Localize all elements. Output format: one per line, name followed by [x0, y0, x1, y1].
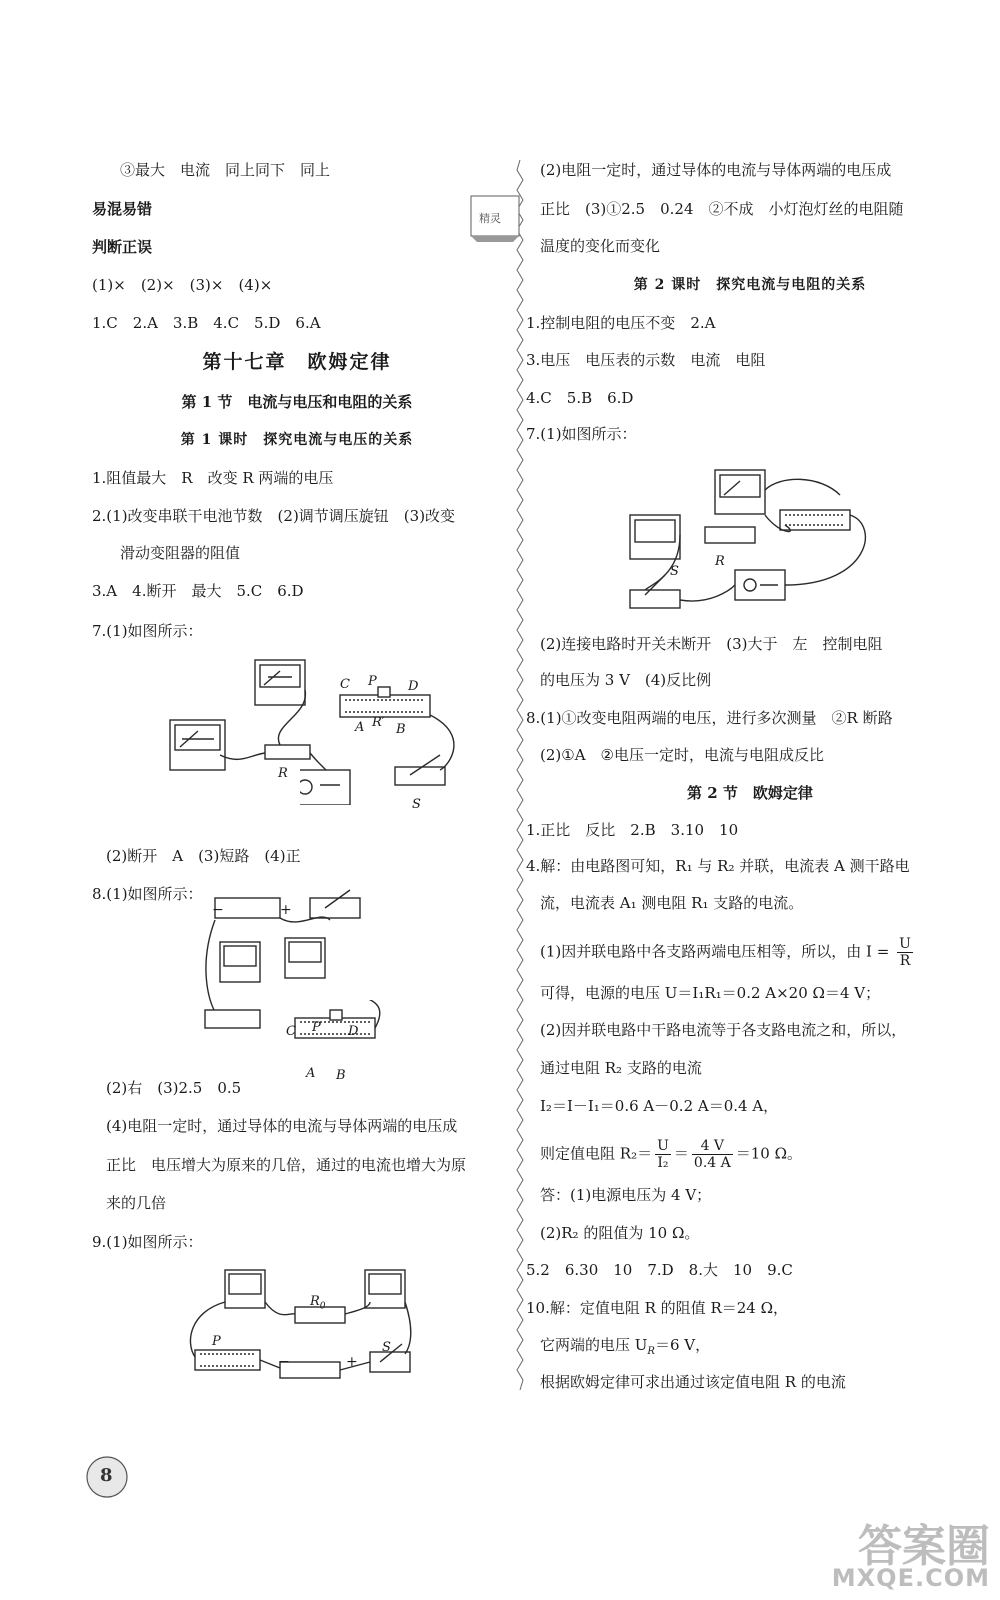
section-title-2: 第 2 节 欧姆定律: [687, 784, 813, 802]
fig1-label-a: A: [355, 720, 365, 735]
fig3-label-p: P: [212, 1334, 221, 1349]
answer-line: 7.(1)如图所示：: [92, 622, 203, 640]
fig2-label-a: A: [306, 1066, 316, 1081]
answer-line: 正比 (3)①2.5 0.24 ②不成 小灯泡灯丝的电阻随: [540, 200, 904, 218]
answer-line: (2)断开 A (3)短路 (4)正: [106, 847, 301, 865]
answer-line: 3.电压 电压表的示数 电流 电阻: [526, 351, 766, 369]
fig2-label-c: C: [286, 1024, 296, 1039]
answer-line: 4.解：由电路图可知，R₁ 与 R₂ 并联，电流表 A 测干路电: [526, 857, 910, 875]
page-number: 8: [100, 1465, 113, 1486]
fig2-label-minus: −: [212, 902, 224, 918]
answer-line: 流，电流表 A₁ 测电阻 R₁ 支路的电流。: [540, 894, 804, 912]
answer-line: (4)电阻一定时，通过导体的电流与导体两端的电压成: [106, 1117, 458, 1135]
fig2-label-p: P: [312, 1020, 321, 1035]
fig1-label-r: R: [278, 766, 288, 781]
answer-line: 温度的变化而变化: [540, 237, 661, 255]
answer-line: (1)× (2)× (3)× (4)×: [92, 276, 273, 294]
chapter-title: 第十七章 欧姆定律: [202, 351, 392, 373]
answer-line: 1.C 2.A 3.B 4.C 5.D 6.A: [92, 314, 321, 332]
answer-line: 1.阻值最大 R 改变 R 两端的电压: [92, 469, 334, 487]
lesson-title: 第 1 课时 探究电流与电压的关系: [180, 432, 414, 448]
fig3-label-plus: +: [346, 1354, 358, 1370]
answer-line: (2)右 (3)2.5 0.5: [106, 1079, 242, 1097]
answer-line: 的电压为 3 V (4)反比例: [540, 671, 712, 689]
watermark-logo-text: 答案圈: [858, 1521, 990, 1572]
fig1-label-s: S: [412, 797, 421, 812]
watermark-url: MXQE.COM: [831, 1564, 990, 1592]
answer-line: I₂＝I－I₁＝0.6 A－0.2 A＝0.4 A，: [540, 1097, 779, 1115]
fig4-label-r: R: [715, 554, 725, 569]
lesson-title-2: 第 2 课时 探究电流与电阻的关系: [633, 277, 867, 293]
answer-line: 3.A 4.断开 最大 5.C 6.D: [92, 582, 304, 600]
answer-line: ③最大 电流 同上同下 同上: [120, 161, 331, 179]
fig3-label-r0: $R_0$: [310, 1294, 326, 1312]
answer-line: (2)因并联电路中干路电流等于各支路电流之和，所以，: [540, 1021, 907, 1039]
circuit-figure-2-rheostat: [285, 1000, 395, 1070]
fraction-4v-over-04a: $\frac{4 V}{0.4 A}$: [693, 1138, 731, 1171]
answer-line: 滑动变阻器的阻值: [120, 544, 241, 562]
fraction-u-over-i2: $\frac{U}{\text{I₂}}$: [657, 1138, 669, 1171]
answer-line: (1)因并联电路中各支路两端电压相等，所以，由 I = $\frac{U}{R}$: [540, 936, 911, 969]
fig3-label-minus: −: [278, 1354, 290, 1370]
answer-line: 9.(1)如图所示：: [92, 1233, 203, 1251]
fig1-label-p: P: [368, 674, 377, 689]
answer-line: (2)电阻一定时，通过导体的电流与导体两端的电压成: [540, 161, 892, 179]
fig1-label-rprime: R′: [372, 715, 385, 730]
fig2-label-b: B: [336, 1068, 346, 1083]
answer-line: 8.(1)①改变电阻两端的电压，进行多次测量 ②R 断路: [526, 709, 893, 727]
fig2-label-d: D: [348, 1024, 359, 1039]
fig1-label-d: D: [408, 679, 419, 694]
answer-line: 5.2 6.30 10 7.D 8.大 10 9.C: [526, 1261, 793, 1279]
stamp: [465, 188, 525, 248]
answer-line: 1.控制电阻的电压不变 2.A: [526, 314, 716, 332]
answer-line: 10.解：定值电阻 R 的阻值 R＝24 Ω，: [526, 1299, 789, 1317]
subheading-judge: 判断正误: [92, 238, 153, 256]
answer-line: 7.(1)如图所示：: [526, 425, 637, 443]
fraction-u-over-r: $\frac{U}{R}$: [899, 936, 911, 969]
answer-line: 8.(1)如图所示：: [92, 885, 203, 903]
answer-line: (2)连接电路时开关未断开 (3)大于 左 控制电阻: [540, 635, 883, 653]
subheading-confusing: 易混易错: [92, 200, 153, 218]
answer-line: 答：(1)电源电压为 4 V；: [540, 1186, 712, 1204]
answer-line: 根据欧姆定律可求出通过该定值电阻 R 的电流: [540, 1373, 846, 1391]
fig2-label-plus: +: [280, 902, 292, 918]
answer-line: 正比 电压增大为原来的几倍，通过的电流也增大为原: [106, 1156, 467, 1174]
circuit-figure-4: [620, 455, 900, 625]
circuit-figure-3: [180, 1262, 420, 1392]
answer-line: 4.C 5.B 6.D: [526, 389, 634, 407]
answer-line: 通过电阻 R₂ 支路的电流: [540, 1059, 702, 1077]
column-divider: [515, 160, 525, 1390]
answer-line: 可得，电源的电压 U＝I₁R₁＝0.2 A×20 Ω＝4 V；: [540, 984, 881, 1002]
answer-line: 它两端的电压 $U_R=6$ V，: [540, 1336, 711, 1357]
answer-line: 1.正比 反比 2.B 3.10 10: [526, 821, 739, 839]
stamp-text: 精灵: [479, 212, 501, 225]
answer-line: 则定值电阻 R₂＝ $\frac{U}{\text{I₂}}$ ＝ $\frac{4 V}{0.4 A}$ ＝10 Ω。: [540, 1138, 803, 1171]
fig4-label-s: S: [670, 564, 679, 579]
fig1-label-c: C: [340, 677, 350, 692]
answer-line: 来的几倍: [106, 1194, 167, 1212]
section-title: 第 1 节 电流与电压和电阻的关系: [181, 393, 413, 411]
answer-line: (2)R₂ 的阻值为 10 Ω。: [540, 1224, 700, 1242]
watermark: [800, 1510, 990, 1590]
fig3-label-s: S: [382, 1340, 391, 1355]
answer-line: (2)①A ②电压一定时，电流与电阻成反比: [540, 746, 824, 764]
answer-line: 2.(1)改变串联干电池节数 (2)调节调压旋钮 (3)改变: [92, 507, 456, 525]
fig1-label-b: B: [396, 722, 406, 737]
